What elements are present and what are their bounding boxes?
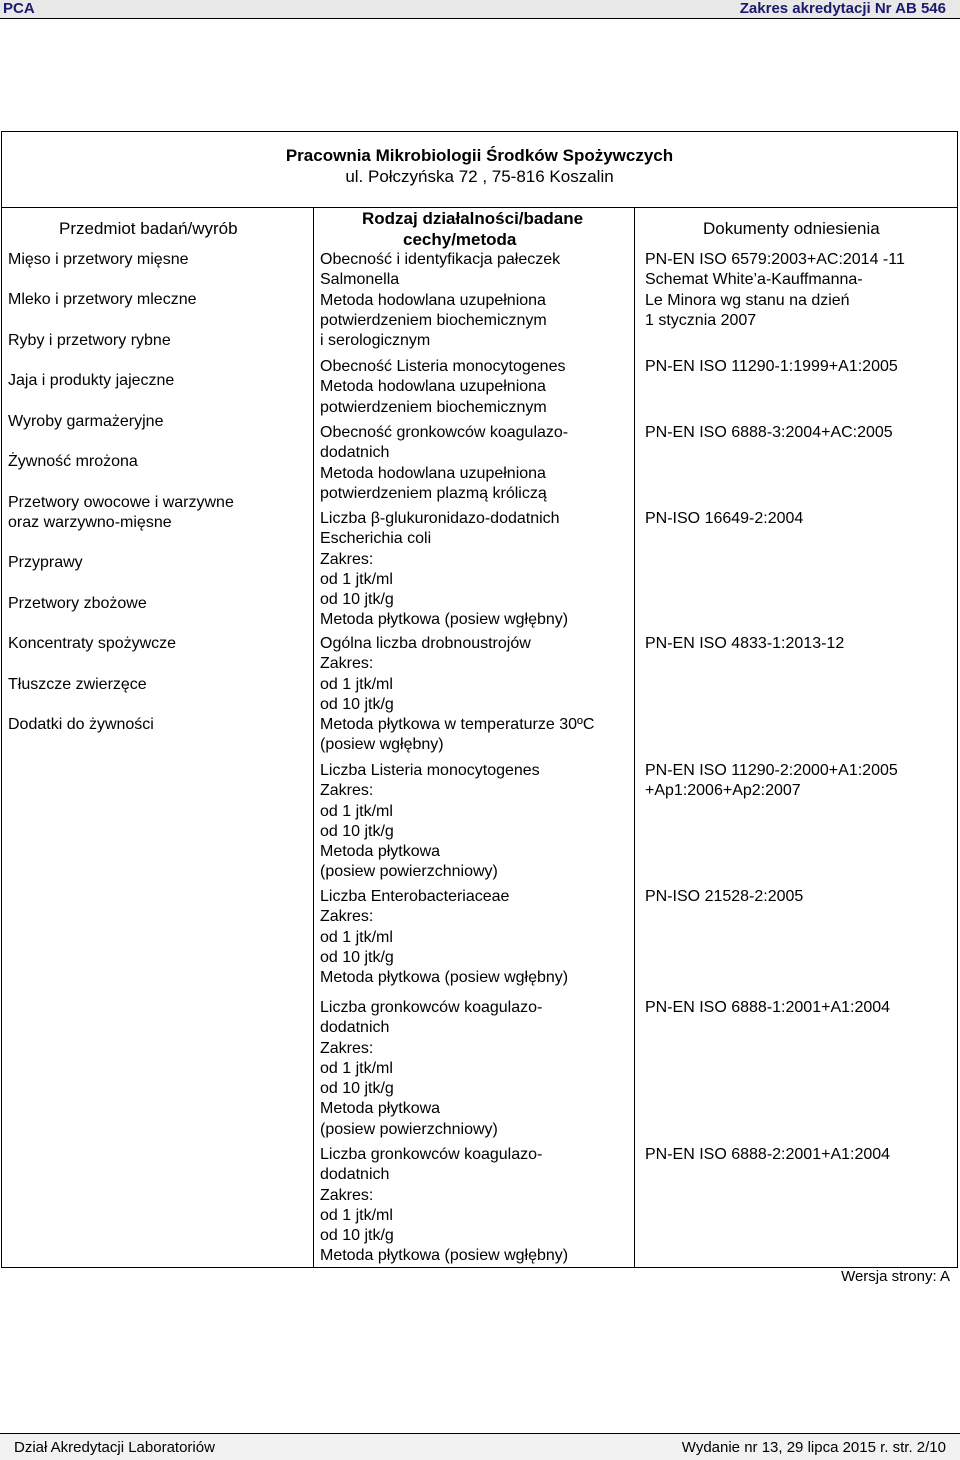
text-line: Zakres: — [320, 550, 374, 568]
product-item: Dodatki do żywności — [8, 716, 154, 733]
product-item: Mleko i przetwory mleczne — [8, 291, 197, 308]
document-block — [645, 509, 803, 529]
document-block — [645, 423, 893, 443]
text-line: od 1 jtk/ml — [320, 1059, 393, 1077]
document-block — [645, 1145, 890, 1165]
text-line: Zakres: — [320, 1039, 374, 1057]
text-line: Metoda hodowlana uzupełniona — [320, 291, 546, 309]
header-left: PCA — [3, 0, 35, 17]
text-line: Metoda płytkowa (posiew wgłębny) — [320, 1247, 569, 1265]
text-line: Obecność Listeria monocytogenes — [320, 358, 566, 375]
text-line: PN-ISO 16649-2:2004 — [645, 510, 804, 527]
text-line: PN-ISO 21528-2:2005 — [645, 888, 804, 905]
text-line: PN-EN ISO 4833-1:2013-12 — [645, 635, 845, 652]
product-item: Przetwory zbożowe — [8, 595, 147, 612]
text-line: Liczba gronkowców koagulazo- — [320, 1146, 543, 1163]
method-block — [320, 634, 594, 756]
text-line: potwierdzeniem biochemicznym — [320, 311, 547, 329]
text-line: Le Minora wg stanu na dzień — [645, 291, 850, 309]
text-line: dodatnich — [320, 444, 390, 462]
method-block — [320, 423, 568, 504]
text-line: od 1 jtk/ml — [320, 1206, 393, 1224]
text-line: Liczba Enterobacteriaceae — [320, 888, 510, 905]
text-line: Metoda płytkowa (posiew wgłębny) — [320, 969, 569, 987]
page-version: Wersja strony: A — [841, 1268, 950, 1285]
lab-name: Pracownia Mikrobiologii Środków Spożywczych — [285, 146, 674, 165]
product-item: oraz warzywno-mięsne — [8, 514, 172, 531]
page-header — [0, 0, 960, 19]
text-line: Obecność i identyfikacja pałeczek — [320, 251, 561, 268]
product-item: Żywność mrożona — [8, 453, 138, 470]
text-line: od 1 jtk/ml — [320, 802, 393, 820]
text-line: PN-EN ISO 11290-2:2000+A1:2005 — [645, 762, 898, 779]
text-line: Zakres: — [320, 655, 374, 673]
text-line: od 10 jtk/g — [320, 822, 394, 840]
column-divider — [634, 208, 635, 1267]
col-header-method-1: Rodzaj działalności/badane — [362, 209, 584, 228]
text-line: Metoda płytkowa — [320, 1100, 441, 1118]
document-block — [645, 357, 898, 377]
footer-left: Dział Akredytacji Laboratoriów — [14, 1439, 215, 1456]
text-line: 1 stycznia 2007 — [645, 311, 757, 329]
text-line: Metoda płytkowa w temperaturze 30ºC — [320, 716, 595, 734]
text-line: od 1 jtk/ml — [320, 928, 393, 946]
method-block — [320, 250, 560, 351]
method-block — [320, 357, 565, 418]
document-block — [645, 998, 890, 1018]
lab-address: ul. Połczyńska 72 , 75-816 Koszalin — [345, 167, 614, 186]
header-right: Zakres akredytacji Nr AB 546 — [739, 0, 946, 17]
text-line: Liczba β-glukuronidazo-dodatnich — [320, 510, 560, 527]
text-line: od 10 jtk/g — [320, 591, 394, 609]
product-item: Przetwory owocowe i warzywne — [8, 494, 234, 511]
text-line: Escherichia coli — [320, 530, 432, 548]
product-item: Tłuszcze zwierzęce — [8, 676, 147, 693]
text-line: (posiew wgłębny) — [320, 736, 444, 754]
page-footer — [0, 1433, 960, 1460]
text-line: dodatnich — [320, 1166, 390, 1184]
text-line: PN-EN ISO 11290-1:1999+A1:2005 — [645, 358, 898, 375]
product-item: Mięso i przetwory mięsne — [8, 251, 189, 268]
text-line: Liczba Listeria monocytogenes — [320, 762, 540, 779]
text-line: od 10 jtk/g — [320, 948, 394, 966]
text-line: (posiew powierzchniowy) — [320, 863, 498, 881]
text-line: od 1 jtk/ml — [320, 570, 393, 588]
method-block — [320, 761, 540, 883]
product-item: Przyprawy — [8, 554, 83, 571]
text-line: Zakres: — [320, 782, 374, 800]
text-line: potwierdzeniem biochemicznym — [320, 398, 547, 416]
method-block — [320, 509, 568, 631]
text-line: Metoda płytkowa (posiew wgłębny) — [320, 611, 569, 629]
text-line: Ogólna liczba drobnoustrojów — [320, 635, 531, 652]
text-line: PN-EN ISO 6888-3:2004+AC:2005 — [645, 424, 893, 441]
text-line: PN-EN ISO 6888-1:2001+A1:2004 — [645, 999, 891, 1016]
text-line: Zakres: — [320, 1186, 374, 1204]
text-line: od 10 jtk/g — [320, 695, 394, 713]
text-line: potwierdzeniem plazmą króliczą — [320, 484, 547, 502]
text-line: PN-EN ISO 6579:2003+AC:2014 -11 — [645, 251, 905, 268]
text-line: Liczba gronkowców koagulazo- — [320, 999, 543, 1016]
product-item: Koncentraty spożywcze — [8, 635, 177, 652]
text-line: dodatnich — [320, 1019, 390, 1037]
text-line: PN-EN ISO 6888-2:2001+A1:2004 — [645, 1146, 891, 1163]
product-item: Ryby i przetwory rybne — [8, 332, 171, 349]
text-line: Metoda hodowlana uzupełniona — [320, 464, 546, 482]
footer-right: Wydanie nr 13, 29 lipca 2015 r. str. 2/10 — [681, 1439, 946, 1456]
text-line: Schemat White’a-Kauffmanna- — [645, 271, 863, 289]
text-line: Metoda hodowlana uzupełniona — [320, 378, 546, 396]
method-block — [320, 998, 542, 1140]
column-divider — [313, 208, 314, 1267]
text-line: Salmonella — [320, 271, 400, 289]
col-header-method-2: cechy/metoda — [403, 230, 517, 249]
text-line: (posiew powierzchniowy) — [320, 1120, 498, 1138]
method-block — [320, 1145, 568, 1267]
text-line: Metoda płytkowa — [320, 843, 441, 861]
method-block — [320, 887, 568, 988]
text-line: Obecność gronkowców koagulazo- — [320, 424, 569, 441]
document-block — [645, 250, 905, 331]
text-line: od 1 jtk/ml — [320, 675, 393, 693]
document-block — [645, 634, 844, 654]
col-header-documents: Dokumenty odniesienia — [703, 219, 880, 238]
lab-box — [1, 131, 958, 208]
document-block — [645, 887, 803, 907]
col-header-product: Przedmiot badań/wyrób — [59, 219, 238, 238]
text-line: Zakres: — [320, 908, 374, 926]
text-line: i serologicznym — [320, 332, 431, 350]
text-line: +Ap1:2006+Ap2:2007 — [645, 782, 801, 800]
product-item: Wyroby garmażeryjne — [8, 413, 164, 430]
product-item: Jaja i produkty jajeczne — [8, 372, 175, 389]
document-block — [645, 761, 898, 802]
text-line: od 10 jtk/g — [320, 1227, 394, 1245]
text-line: od 10 jtk/g — [320, 1080, 394, 1098]
